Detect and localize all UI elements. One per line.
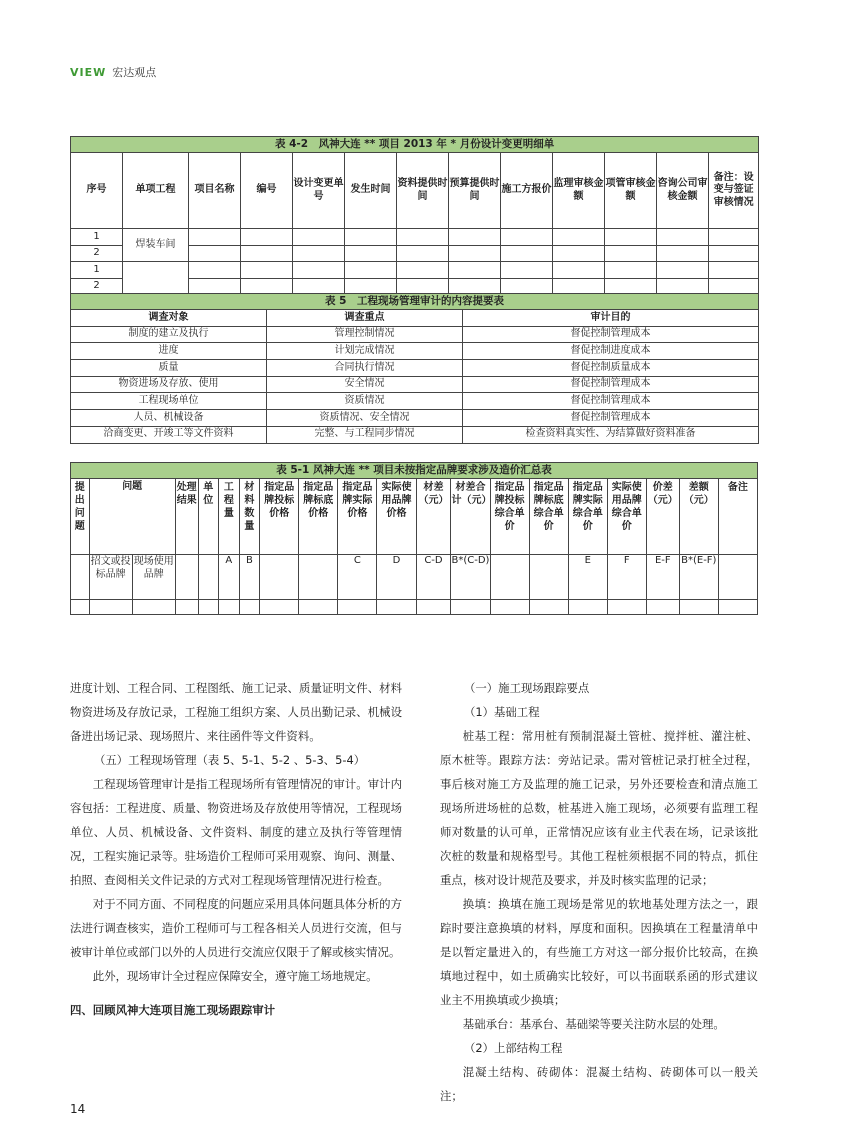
table-caption: 表 5 工程现场管理审计的内容提要表: [71, 294, 759, 310]
column-title: 宏达观点: [112, 66, 157, 79]
magazine-brand: VIEW: [70, 66, 107, 79]
paragraph: 工程现场管理审计是指工程现场所有管理情况的审计。审计内容包括：工程进度、质量、物资进场及存放使用等情况，工程现场单位、人员、机械设备、文件资料、制度的建立及执行等管理情况，工程实施记录等。驻场造价工程师可采用观察、询问、测量、拍照、查阅相关文件记录的方式对工程现场管理情况进行检查。: [70, 777, 402, 887]
column-header: 价差（元）: [646, 479, 679, 555]
column-header: 调查对象: [71, 310, 267, 327]
column-header: 预算提供时间: [449, 153, 501, 229]
code-cell: F: [607, 555, 646, 600]
code-cell: B*(C-D): [451, 555, 490, 600]
paragraph: 基础承台：基承台、基础梁等要关注防水层的处理。: [462, 1017, 725, 1031]
table-cell: 合同执行情况: [267, 360, 463, 377]
project-cell: 焊装车间: [123, 229, 189, 262]
code-cell: B: [239, 555, 260, 600]
section-heading: （2）上部结构工程: [464, 1041, 563, 1055]
column-header: 施工方报价: [501, 153, 553, 229]
paragraph: 进度计划、工程合同、工程图纸、施工记录、质量证明文件、材料物资进场及存放记录，工程施工组织方案、人员出勤记录、机械设备进出场记录、现场照片、来往函件等文件资料。: [70, 681, 402, 743]
table-cell: 工程现场单位: [71, 393, 267, 410]
page-header: [70, 64, 156, 80]
column-header: 审计目的: [463, 310, 759, 327]
column-header: 提出问题: [71, 479, 90, 555]
table-cell: 洽商变更、开竣工等文件资料: [71, 426, 267, 443]
code-cell: C: [338, 555, 377, 600]
column-header: 设计变更单号: [293, 153, 345, 229]
table-cell: 计划完成情况: [267, 343, 463, 360]
column-header: 备注: [718, 479, 757, 555]
column-header: 指定品牌实际综合单价: [568, 479, 607, 555]
row-index: 1: [71, 229, 123, 246]
left-column: [70, 676, 402, 1022]
column-header: 指定品牌实际价格: [338, 479, 377, 555]
column-header: 材差合计（元）: [451, 479, 490, 555]
row-index: 2: [71, 245, 123, 262]
column-header: 材差（元）: [416, 479, 451, 555]
column-header: 资料提供时间: [397, 153, 449, 229]
column-header: 单项工程: [123, 153, 189, 229]
paragraph: 此外，现场审计全过程应保障安全，遵守施工场地规定。: [92, 969, 378, 983]
column-header: 发生时间: [345, 153, 397, 229]
code-cell: E: [568, 555, 607, 600]
column-header: 备注：设变与签证审核情况: [709, 153, 759, 229]
column-header: 咨询公司审核金额: [657, 153, 709, 229]
table-cell: 资质情况: [267, 393, 463, 410]
table-cell: 督促控制管理成本: [463, 393, 759, 410]
code-cell: D: [377, 555, 416, 600]
paragraph: 桩基工程：常用桩有预制混凝土管桩、搅拌桩、灌注桩、原木桩等。跟踪方法：旁站记录。需对管桩记录打桩全过程，事后核对施工方及监理的施工记录，另外还要检查和清点施工现场所进场桩的总数，桩基进入施工现场，必须要有监理工程师对数量的认可单，正常情况应该有业主代表在场，记录该批次桩的数量和规格型号。其他工程桩须根据不同的特点，抓住重点，核对设计规范及要求，并及时核实监理的记录；: [440, 729, 758, 887]
table-cell: 制度的建立及执行: [71, 326, 267, 343]
paragraph: 对于不同方面、不同程度的问题应采用具体问题具体分析的方法进行调查核实，造价工程师可与工程各相关人员进行交流，但与被审计单位或部门以外的人员进行交流应仅限于了解或核实情况。: [70, 897, 402, 959]
section-heading: （五）工程现场管理（表 5、5-1、5-2 、5-3、5-4）: [94, 753, 366, 767]
column-header: 处理结果: [175, 479, 198, 555]
column-header: 材料数量: [239, 479, 260, 555]
column-header: 指定品牌投标综合单价: [490, 479, 529, 555]
table-cell: 督促控制管理成本: [463, 326, 759, 343]
column-header: 序号: [71, 153, 123, 229]
column-header: 指定品牌标底价格: [299, 479, 338, 555]
page-number: 14: [70, 1102, 86, 1116]
brand-cost-table: [70, 462, 758, 615]
code-cell: E-F: [646, 555, 679, 600]
sub-header: 招文或投标品牌: [89, 555, 132, 600]
column-header: 单位: [198, 479, 219, 555]
chapter-heading: 四、回顾风神大连项目施工现场跟踪审计: [70, 1003, 276, 1017]
table-cell: 督促控制质量成本: [463, 360, 759, 377]
table-cell: 质量: [71, 360, 267, 377]
column-header: 问题: [89, 479, 175, 555]
table-cell: 安全情况: [267, 376, 463, 393]
column-header: 工程量: [219, 479, 240, 555]
column-header: 指定品牌投标价格: [260, 479, 299, 555]
column-header: 指定品牌标底综合单价: [529, 479, 568, 555]
sub-header: 现场使用品牌: [132, 555, 175, 600]
right-column: [440, 676, 758, 1108]
table-cell: 物资进场及存放、使用: [71, 376, 267, 393]
table-cell: 检查资料真实性、为结算做好资料准备: [463, 426, 759, 443]
table-cell: 督促控制进度成本: [463, 343, 759, 360]
table-caption: 表 4-2 风神大连 ** 项目 2013 年 * 月份设计变更明细单: [71, 137, 759, 153]
table-caption: 表 5-1 风神大连 ** 项目未按指定品牌要求涉及造价汇总表: [71, 463, 758, 479]
table-cell: 资质情况、安全情况: [267, 410, 463, 427]
paragraph: 混凝土结构、砖砌体：混凝土结构、砖砌体可以一般关注；: [440, 1065, 758, 1103]
row-index: 1: [71, 262, 123, 279]
paragraph: 换填：换填在施工现场是常见的软地基处理方法之一，跟踪时要注意换填的材料，厚度和面积。因换填在工程量清单中是以暂定量进入的，有些施工方对这一部分报价比较高，在换填地过程中，如土质确实比较好，可以书面联系函的形式建议业主不用换填或少换填；: [440, 897, 758, 1007]
code-cell: B*(E-F): [679, 555, 718, 600]
column-header: 实际使用品牌综合单价: [607, 479, 646, 555]
column-header: 项目名称: [189, 153, 241, 229]
row-index: 2: [71, 278, 123, 295]
table-cell: 督促控制管理成本: [463, 410, 759, 427]
column-header: 监理审核金额: [553, 153, 605, 229]
code-cell: A: [219, 555, 240, 600]
code-cell: C-D: [416, 555, 451, 600]
table-cell: 人员、机械设备: [71, 410, 267, 427]
column-header: 调查重点: [267, 310, 463, 327]
column-header: 编号: [241, 153, 293, 229]
table-cell: 进度: [71, 343, 267, 360]
table-cell: 管理控制情况: [267, 326, 463, 343]
table-cell: 完整、与工程同步情况: [267, 426, 463, 443]
design-change-table: [70, 136, 759, 295]
column-header: 差额（元）: [679, 479, 718, 555]
column-header: 项管审核金额: [605, 153, 657, 229]
site-audit-table: [70, 293, 759, 444]
column-header: 实际使用品牌价格: [377, 479, 416, 555]
section-heading: （一）施工现场跟踪要点: [464, 681, 590, 695]
section-heading: （1）基础工程: [464, 705, 540, 719]
table-cell: 督促控制管理成本: [463, 376, 759, 393]
